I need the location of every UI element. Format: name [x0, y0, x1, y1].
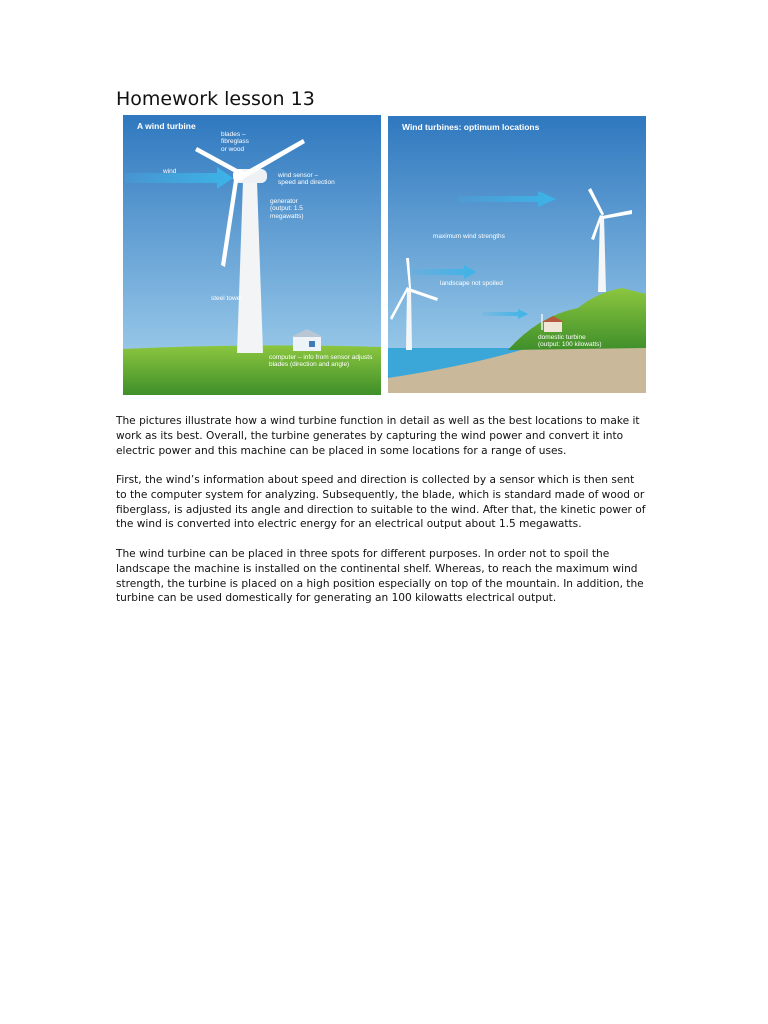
wind-label: wind [163, 168, 177, 175]
computer-label: computer – info from sensor adjusts blades (direction and angle) [269, 354, 373, 369]
generator-label: generator (output: 1.5 megawatts) [270, 198, 304, 220]
blades-label: blades – fibreglass or wood [221, 131, 249, 153]
landscape-label: landscape not spoiled [440, 280, 503, 287]
wind-sensor-label: wind sensor – speed and direction [278, 172, 335, 187]
optimum-locations-illustration [388, 116, 646, 393]
page-title: Homework lesson 13 [116, 88, 315, 110]
optimum-locations-figure [388, 116, 646, 393]
body-paragraph-1: The pictures illustrate how a wind turbine function in detail as well as the best locations to make it work as its best. Overall, the turbine generates by capturing the wind power and convert it into electric power and this machine can be placed in some locations for a range of uses. [116, 415, 640, 457]
wind-turbine-heading: A wind turbine [137, 121, 196, 131]
domestic-turbine-label: domestic turbine (output: 100 kilowatts) [538, 334, 602, 349]
steel-tower-label: steel tower [211, 295, 243, 302]
wind-turbine-figure [117, 111, 381, 397]
body-paragraph-3: The wind turbine can be placed in three spots for different purposes. In order not to spoil the landscape the machine is installed on the continental shelf. Whereas, to reach the maximum wind strength, the turbine is placed on a high position especially on top of the mountain. In addition, the turbine can be used domestically for generating an 100 kilowatts electrical output. [116, 548, 644, 605]
maximum-wind-label: maximum wind strengths [433, 233, 505, 240]
locations-heading: Wind turbines: optimum locations [402, 122, 540, 132]
body-paragraph-2: First, the wind’s information about speed and direction is collected by a sensor which is then sent to the computer system for analyzing. Subsequently, the blade, which is standard made of wood or fiberglass, is adjusted its angle and direction to suitable to the wind. After that, the kinetic power of the wind is converted into electric energy for an electrical output about 1.5 megawatts. [116, 474, 646, 531]
